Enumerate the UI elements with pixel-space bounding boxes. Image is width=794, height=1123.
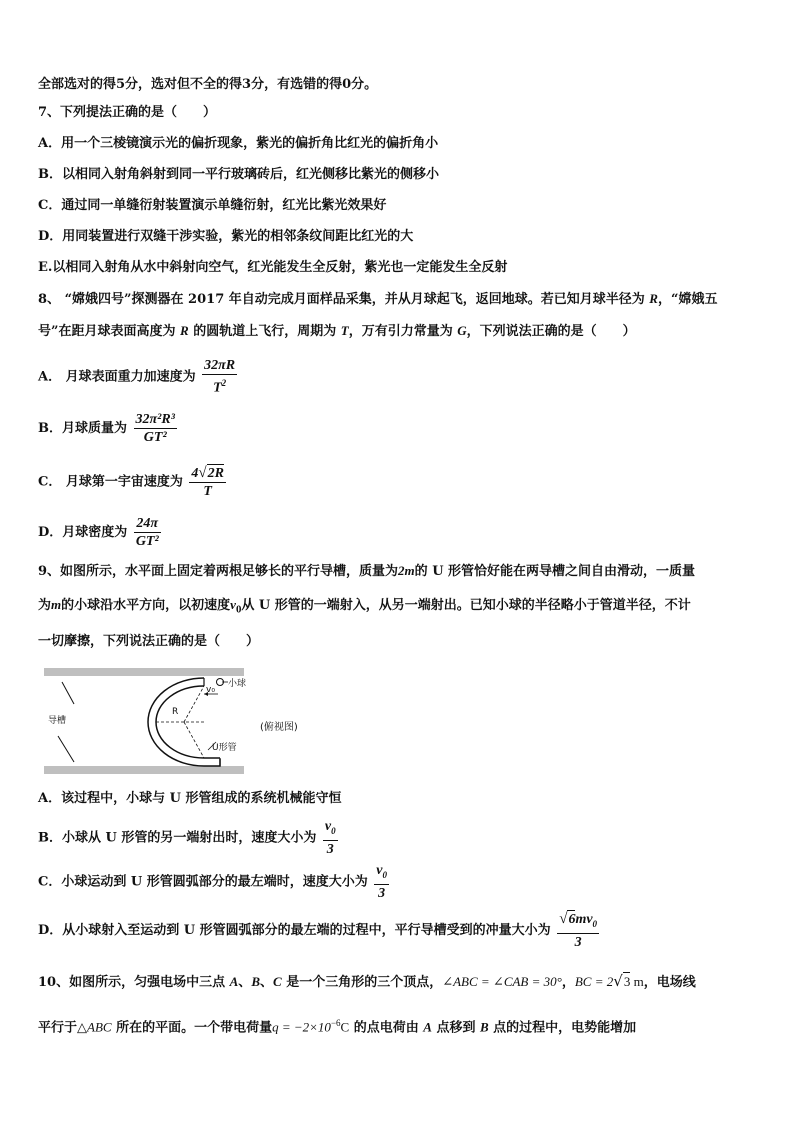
- fig-label-tube: U形管: [212, 743, 237, 753]
- q8-stem-line2: 号”在距月球表面高度为 R 的圆轨道上飞行，周期为 T，万有引力常量为 G，下列说法正确的是（ ）: [38, 323, 636, 339]
- fig-label-groove: 导槽: [48, 716, 67, 726]
- q7-option-a: A．用一个三棱镜演示光的偏折现象，紫光的偏折角比红光的偏折角小: [38, 136, 439, 151]
- q8-option-a: A． 月球表面重力加速度为 $\frac{32\pi R}{T^2}$: [38, 358, 236, 396]
- fig-label-ball: 小球: [228, 679, 247, 689]
- q8-a-fraction: $\frac{32\pi R}{T^2}$: [204, 358, 236, 396]
- top-groove: [44, 668, 244, 676]
- q8-option-b: B．月球质量为 $\frac{\text{32π²R³}}{\text{GT²}}$: [38, 412, 175, 445]
- u-tube-figure: [44, 668, 314, 776]
- q7-option-d: D．用同装置进行双缝干涉实验，紫光的相邻条纹间距比红光的大: [38, 229, 414, 244]
- q8-option-c: C． 月球第一宇宙速度为 $\frac{4√2R}{T}$: [38, 465, 224, 499]
- q8-c-fraction: $\frac{4√2R}{T}$: [191, 465, 224, 499]
- q9-c-fraction: $\frac{v_0}{3}$: [376, 863, 387, 901]
- q9-b-fraction: $\frac{v_0}{3}$: [324, 819, 336, 857]
- scoring-note: 全部选对的得5分，选对但不全的得3分，有选错的得0分。: [38, 77, 378, 92]
- q9-d-fraction: $\frac{√6mv_0}{3}$: [559, 911, 598, 950]
- q8-option-d: D．月球密度为 $\frac{24\pi}{\text{GT²}}$: [38, 516, 159, 549]
- fig-label-v0: v₀: [206, 685, 215, 695]
- q8-stem-line1: 8、 “嫦娥四号”探测器在 2017 年自动完成月面样品采集，并从月球起飞，返回地球。若已知月球半径为 R，“嫦娥五: [38, 291, 718, 307]
- q9-option-c: C．小球运动到 U 形管圆弧部分的最左端时，速度大小为 $\frac{v_0}{3}$: [38, 863, 387, 901]
- q9-stem-line3: 一切摩擦，下列说法正确的是（ ）: [38, 634, 260, 649]
- q9-option-a: A．该过程中，小球与 U 形管组成的系统机械能守恒: [38, 791, 342, 806]
- q7-stem: 7、下列提法正确的是（ ）: [38, 105, 217, 120]
- bottom-groove: [44, 766, 244, 774]
- q10-stem-line1: 10、如图所示，匀强电场中三点 A、B、C 是一个三角形的三个顶点，∠ABC = ∠CAB = 30°，BC = 2√3 m，电场线: [38, 972, 696, 990]
- q9-stem-line1: 9、如图所示，水平面上固定着两根足够长的平行导槽，质量为2m的 U 形管恰好能在两导槽之间自由滑动，一质量: [38, 563, 696, 579]
- q10-stem-line2: 平行于△ABC 所在的平面。一个带电荷量$q = -2\times 10^{-6}C$ 的点电荷由 A 点移到 B 点的过程中，电势能增加: [38, 1018, 637, 1036]
- q7-option-e: E.以相同入射角从水中斜射向空气，红光能发生全反射，紫光也一定能发生全反射: [38, 260, 508, 275]
- fig-label-view: (俯视图): [260, 722, 298, 733]
- q9-option-b: B．小球从 U 形管的另一端射出时，速度大小为 $\frac{v_0}{3}$: [38, 819, 336, 857]
- q7-option-b: B．以相同入射角斜射到同一平行玻璃砖后，红光侧移比紫光的侧移小: [38, 167, 439, 182]
- q9-stem-line2: 为m的小球沿水平方向，以初速度$v_0$从 U 形管的一端射入，从另一端射出。已知小球的半径略小于管道半径，不计: [38, 597, 691, 616]
- fig-label-r: R: [172, 707, 179, 717]
- q9-option-d: D．从小球射入至运动到 U 形管圆弧部分的最左端的过程中，平行导槽受到的冲量大小为 $\frac{√6mv_0}{3}$: [38, 911, 598, 950]
- q7-option-c: C．通过同一单缝衍射装置演示单缝衍射，红光比紫光效果好: [38, 198, 387, 213]
- q8-d-fraction: $\frac{24\pi}{\text{GT²}}$: [135, 516, 159, 549]
- q8-b-fraction: $\frac{\text{32π²R³}}{\text{GT²}}$: [135, 412, 175, 445]
